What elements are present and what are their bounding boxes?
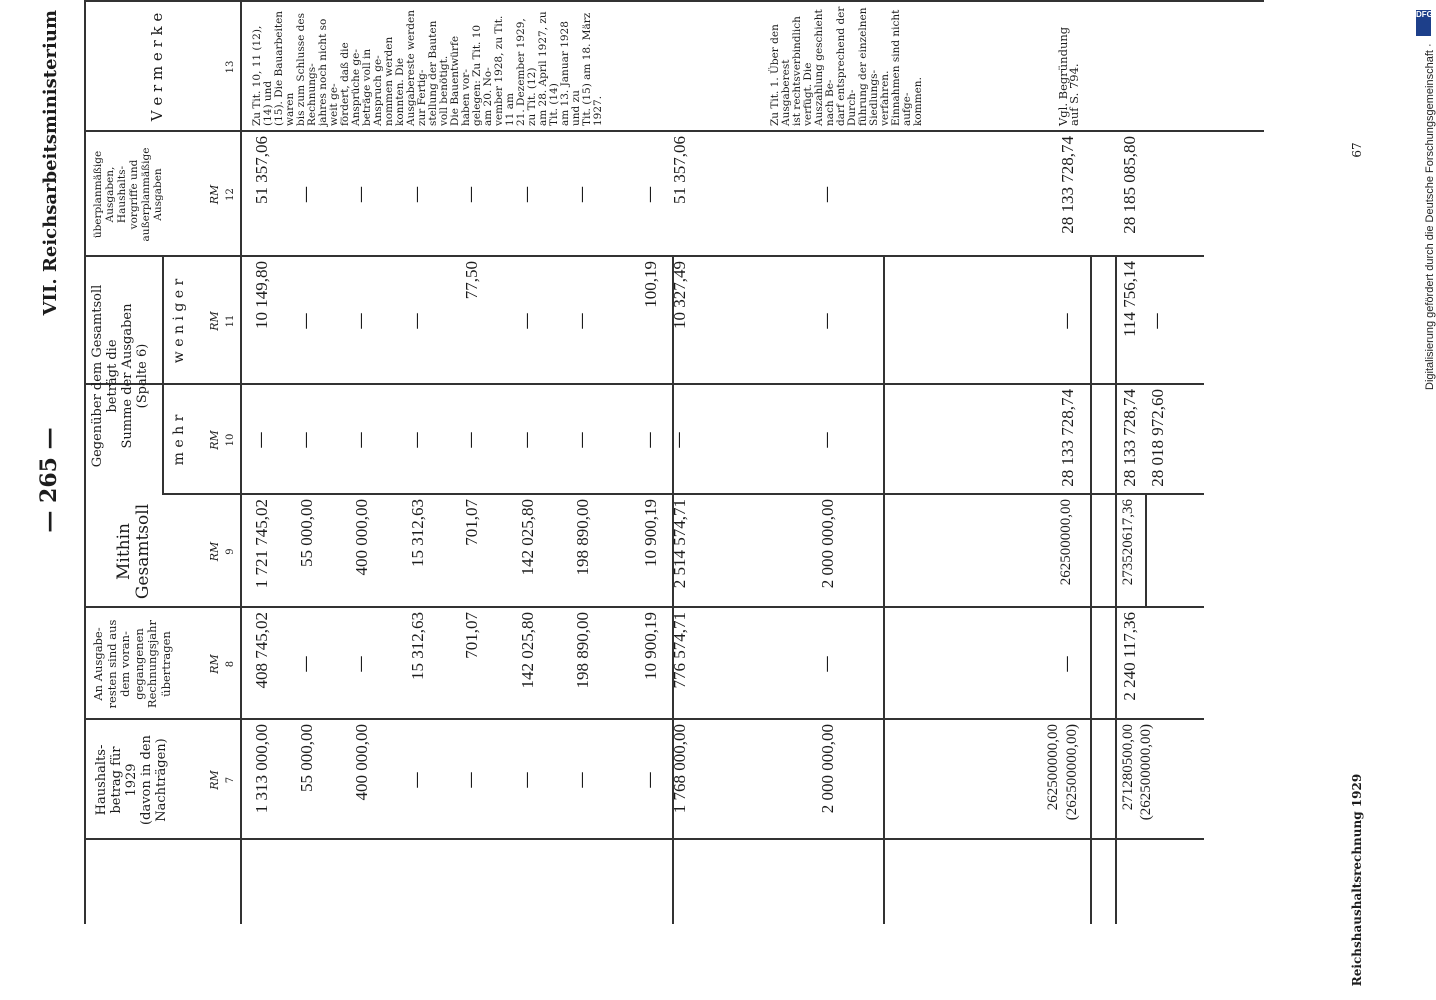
dash: — <box>296 312 316 330</box>
dash: — <box>1057 312 1077 330</box>
c-c10: 28 133 728,74 <box>1058 389 1077 487</box>
table-top-rule <box>84 0 86 924</box>
t-c8: 2 240 117,36 <box>1120 612 1139 701</box>
colno-10: 10 <box>225 433 236 447</box>
footer-left: Reichshaushaltsrechnung 1929 <box>1350 773 1364 987</box>
r4-c8: 15 312,63 <box>408 612 427 680</box>
header-c10-11: Gegenüber dem Gesamtsoll beträgt die Summe der Ausgaben (Spalte 6) <box>90 284 150 468</box>
r4-c9: 15 312,63 <box>408 499 427 567</box>
r3-c7: 400 000,00 <box>352 724 371 801</box>
remark-tit-10: Zu Tit. 10, 11 (12), (14) und (15). Die Bauarbeiten waren bis zum Schlusse des Rechnungs- jahres noch nicht so weit ge- fördert, daß die Ansprüche ge- beträge voll in Anspruch ge- nommen werden konnten. Die Ausgabereste werden zur Fertig- stellung der Bauten voll benötigt. Die Bauentwürfe haben vor- gelegen: Zu Tit. 10 am 20. No- vember 1928, zu Tit. 11 am 21. Dezember 1929, zu Tit. (12) am 28. April 1927, zu Tit. (14) am 13. Januar 1928 und zu Tit. (15) am 18. März 1927. <box>251 10 604 126</box>
dfg-attribution: Digitalisierung gefördert durch die Deutsche Forschungsgemeinschaft · <box>1424 43 1436 390</box>
sum1-c9: 2 514 574,71 <box>670 499 689 589</box>
r6-c8: 142 025,80 <box>518 612 537 689</box>
t-c7a: 271280500,00 <box>1120 724 1136 811</box>
dash: — <box>351 431 371 449</box>
colno-13: 13 <box>225 60 236 74</box>
r1-c9: 1 721 745,02 <box>252 499 271 589</box>
r1-c11: 10 149,80 <box>252 261 271 329</box>
page-number-line: — 265 — <box>36 427 62 533</box>
dash: — <box>817 186 837 203</box>
rule-c10a <box>1145 495 1147 608</box>
sum1-c7: 1 768 000,00 <box>670 724 689 814</box>
b-c9: 2 000 000,00 <box>818 499 837 589</box>
ministry-title: VII. Reichsarbeitsministerium <box>40 10 61 316</box>
dash: — <box>517 312 537 330</box>
r8-c8: 10 900,19 <box>641 612 660 680</box>
dash: — <box>517 186 537 203</box>
dash: — <box>461 431 481 449</box>
colno-9: 9 <box>225 548 236 555</box>
colno-7: 7 <box>225 776 236 784</box>
t-c7b: (262500000,00) <box>1138 724 1154 821</box>
r5-c9: 701,07 <box>462 499 481 546</box>
header-c10: m e h r <box>171 414 187 466</box>
unit-c8: RM <box>208 654 221 674</box>
unit-c7: RM <box>208 770 221 790</box>
sub-header-rule <box>162 257 164 495</box>
sum1-c12: 51 357,06 <box>670 136 689 204</box>
header-c12: überplanmäßige Ausgaben, Haushalts- vorgriffe und außerplanmäßige Ausgaben <box>92 147 164 242</box>
dash: — <box>461 186 481 203</box>
dash: — <box>517 771 537 789</box>
t-c9: 273520617,36 <box>1120 499 1136 586</box>
r1-c12: 51 357,06 <box>252 136 271 204</box>
dash: — <box>640 186 660 203</box>
sum1-c11: 10 327,49 <box>670 261 689 329</box>
dash: — <box>407 312 427 330</box>
dash: — <box>407 771 427 789</box>
b-c7: 2 000 000,00 <box>818 724 837 814</box>
header-bottom-rule <box>240 0 242 924</box>
dash: — <box>817 655 837 673</box>
dash: — <box>296 431 316 449</box>
c-c12: 28 133 728,74 <box>1058 136 1077 234</box>
dash: — <box>351 312 371 330</box>
t-c10b: 28 018 972,60 <box>1148 389 1167 487</box>
col-divider-13 <box>84 130 1264 132</box>
dash: — <box>517 431 537 449</box>
header-c9: Mithin Gesamtsoll <box>114 503 153 600</box>
dash: — <box>640 771 660 789</box>
r6-c9: 142 025,80 <box>518 499 537 576</box>
t-c12: 28 185 085,80 <box>1120 136 1139 234</box>
r8-c11: 100,19 <box>641 261 660 308</box>
c-c7a: 262500000,00 <box>1045 724 1061 811</box>
c-c7b: (262500000,00) <box>1064 724 1080 821</box>
unit-c11: RM <box>208 311 221 331</box>
dash: — <box>817 431 837 449</box>
t-c11: 114 756,14 <box>1120 261 1139 337</box>
dash: — <box>817 312 837 330</box>
r3-c9: 400 000,00 <box>352 499 371 576</box>
header-c11: w e n i g e r <box>171 278 187 364</box>
footer-right: 67 <box>1350 142 1364 158</box>
dash: — <box>407 186 427 203</box>
header-c8: An Ausgabe- resten sind aus dem voran- gegangenen Rechnungsjahr übertragen <box>91 619 173 709</box>
col-divider-9-10 <box>84 606 1204 608</box>
unit-c12: RM <box>208 184 221 205</box>
r7-c8: 198 890,00 <box>573 612 592 689</box>
r7-c9: 198 890,00 <box>573 499 592 576</box>
table-right-rule <box>84 0 1264 2</box>
t-c10a: 28 133 728,74 <box>1120 389 1139 487</box>
remark-begruendung: Vgl. Begründung auf S. 794. <box>1056 26 1081 126</box>
r8-c9: 10 900,19 <box>641 499 660 567</box>
r5-c11: 77,50 <box>462 261 481 300</box>
rule-block-b <box>883 257 885 924</box>
dash: — <box>572 431 592 449</box>
r2-c9: 55 000,00 <box>297 499 316 567</box>
r2-c7: 55 000,00 <box>297 724 316 792</box>
rule-total-2 <box>1115 257 1117 924</box>
dash: — <box>1147 312 1167 330</box>
colno-11: 11 <box>225 314 236 328</box>
header-c7: Haushalts- betrag für 1929 (davon in den Nachträgen) <box>94 735 169 825</box>
colno-8: 8 <box>225 660 236 668</box>
dash: — <box>296 186 316 203</box>
sum1-c8: 776 574,71 <box>670 612 689 689</box>
colno-12: 12 <box>225 188 236 201</box>
unit-c9: RM <box>208 541 221 562</box>
r1-c7: 1 313 000,00 <box>252 724 271 814</box>
dash: — <box>296 655 316 673</box>
dash: — <box>351 655 371 673</box>
dash: — <box>572 186 592 203</box>
unit-c10: RM <box>208 430 221 450</box>
c-c9: 262500000,00 <box>1058 499 1074 586</box>
r1-c8: 408 745,02 <box>252 612 271 689</box>
dash: — <box>572 771 592 789</box>
header-c13: V e r m e r k e <box>148 12 166 122</box>
dash: — <box>407 431 427 449</box>
r5-c8: 701,07 <box>462 612 481 659</box>
dash: — <box>669 431 689 449</box>
dash: — <box>640 431 660 449</box>
dash: — <box>572 312 592 330</box>
rule-total-1 <box>1090 257 1092 924</box>
dash: — <box>251 431 271 449</box>
remark-tit-1: Zu Tit. 1. Über den Ausgaberest ist rechtsverbindlich verfügt. Die Auszahlung geschieht nach Be- darf entsprechend der Durch- führung der einzelnen Siedlungs- verfahren. Einnahmen sind nicht aufge- kommen. <box>769 6 924 126</box>
dash: — <box>461 771 481 789</box>
dfg-logo: DFG <box>1416 10 1431 36</box>
dash: — <box>1057 655 1077 673</box>
dash: — <box>351 186 371 203</box>
